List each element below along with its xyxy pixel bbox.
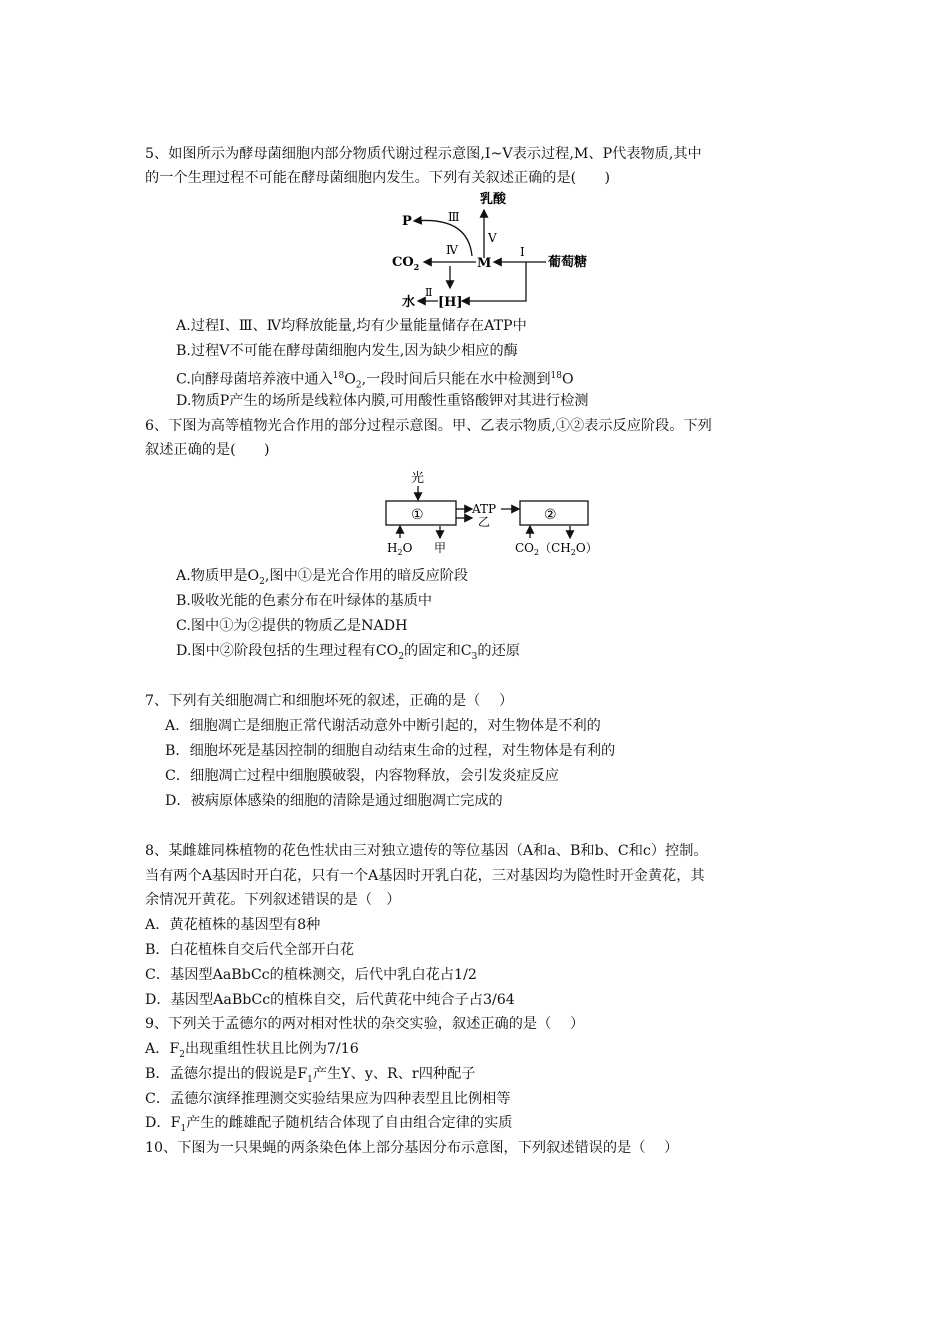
q8-option-d: D．基因型AaBbCc的植株自交，后代黄花中纯合子占3/64 bbox=[145, 992, 515, 1008]
q5-option-b: B.过程Ⅴ不可能在酵母菌细胞内发生,因为缺少相应的酶 bbox=[176, 343, 518, 359]
q8-stem-line1: 8、某雌雄同株植物的花色性状由三对独立遗传的等位基因（A和a、B和b、C和c）控制。 bbox=[145, 843, 708, 859]
q7-stem: 7、下列有关细胞凋亡和细胞坏死的叙述，正确的是（ ） bbox=[145, 693, 514, 709]
glucose-label: 葡萄糖 bbox=[548, 255, 588, 270]
stage2-label: ② bbox=[544, 507, 557, 523]
q6-option-a: A.物质甲是$O_2$,图中①是光合作用的暗反应阶段 bbox=[176, 568, 469, 587]
stage1-label: ① bbox=[411, 507, 424, 523]
label-iv: Ⅳ bbox=[446, 243, 458, 257]
yi-label: 乙 bbox=[478, 515, 491, 529]
q7-option-d: D．被病原体感染的细胞的清除是通过细胞凋亡完成的 bbox=[165, 793, 503, 809]
q6-option-b: B.吸收光能的色素分布在叶绿体的基质中 bbox=[176, 593, 433, 609]
q5-option-a: A.过程Ⅰ、Ⅲ、Ⅳ均释放能量,均有少量能量储存在ATP中 bbox=[176, 318, 527, 334]
atp-label: ATP bbox=[472, 502, 497, 516]
q5-metabolism-diagram bbox=[380, 188, 610, 313]
q5-option-c: C.向酵母菌培养液中通入$^{18}O_2$,一段时间后只能在水中检测到$^{18}$O bbox=[176, 371, 574, 391]
q9-option-c: C．孟德尔演绎推理测交实验结果应为四种表型且比例相等 bbox=[145, 1091, 511, 1107]
q8-stem-line3: 余情况开黄花。下列叙述错误的是（ ） bbox=[145, 892, 401, 908]
q7-option-a: A．细胞凋亡是细胞正常代谢活动意外中断引起的，对生物体是不利的 bbox=[165, 718, 601, 734]
q5-stem-line1: 5、如图所示为酵母菌细胞内部分物质代谢过程示意图,Ⅰ~Ⅴ表示过程,M、P代表物质,其中 bbox=[145, 146, 702, 162]
jia-label: 甲 bbox=[434, 541, 447, 555]
lactic-acid-label: 乳酸 bbox=[480, 192, 507, 207]
q5-stem-line2: 的一个生理过程不可能在酵母菌细胞内发生。下列有关叙述正确的是( ) bbox=[145, 170, 611, 186]
q8-option-b: B．白花植株自交后代全部开白花 bbox=[145, 942, 355, 958]
q5-option-d: D.物质P产生的场所是线粒体内膜,可用酸性重铬酸钾对其进行检测 bbox=[176, 393, 589, 409]
label-m: M bbox=[477, 256, 492, 271]
light-label: 光 bbox=[411, 471, 425, 486]
label-iii: Ⅲ bbox=[448, 210, 460, 224]
water-label: 水 bbox=[402, 295, 416, 310]
q6-stem-line2: 叙述正确的是( ) bbox=[145, 442, 270, 458]
q8-option-c: C．基因型AaBbCc的植株测交，后代中乳白花占1/2 bbox=[145, 967, 477, 983]
q8-option-a: A．黄花植株的基因型有8种 bbox=[145, 917, 321, 933]
q9-stem: 9、下列关于孟德尔的两对相对性状的杂交实验，叙述正确的是（ ） bbox=[145, 1016, 585, 1032]
q9-option-a: A．$F_2$出现重组性状且比例为7/16 bbox=[145, 1041, 359, 1060]
q8-stem-line2: 当有两个A基因时开白花，只有一个A基因时开乳白花，三对基因均为隐性时开金黄花，其 bbox=[145, 868, 705, 884]
co2-label: $CO_2$ bbox=[392, 255, 420, 272]
co2-ch2o-label: $CO_2(CH_2O)$ bbox=[515, 541, 598, 557]
label-i: I bbox=[520, 245, 525, 259]
q9-option-b: B．孟德尔提出的假说是$F_1$产生Y、y、R、r四种配子 bbox=[145, 1066, 476, 1085]
arrow-glucose-to-h bbox=[462, 262, 526, 301]
q9-option-d: D．$F_1$产生的雌雄配子随机结合体现了自由组合定律的实质 bbox=[145, 1115, 513, 1134]
arrow-m-to-p bbox=[414, 220, 472, 256]
label-p: P bbox=[402, 214, 412, 229]
q10-stem: 10、下图为一只果蝇的两条染色体上部分基因分布示意图，下列叙述错误的是（ ） bbox=[145, 1140, 679, 1156]
h-label: [H] bbox=[438, 295, 463, 310]
label-v: Ⅴ bbox=[488, 231, 497, 245]
q7-option-c: C．细胞凋亡过程中细胞膜破裂，内容物释放，会引发炎症反应 bbox=[165, 768, 559, 784]
h2o-label: $H_2O$ bbox=[387, 541, 413, 557]
q6-option-d: D.图中②阶段包括的生理过程有$CO_2$的固定和$C_3$的还原 bbox=[176, 643, 520, 662]
q7-option-b: B．细胞坏死是基因控制的细胞自动结束生命的过程，对生物体是有利的 bbox=[165, 743, 616, 759]
q6-stem-line1: 6、下图为高等植物光合作用的部分过程示意图。甲、乙表示物质,①②表示反应阶段。下列 bbox=[145, 418, 712, 434]
label-ii: Ⅱ bbox=[425, 286, 433, 299]
q6-photosynthesis-diagram bbox=[380, 466, 610, 558]
q6-option-c: C.图中①为②提供的物质乙是NADH bbox=[176, 618, 408, 634]
